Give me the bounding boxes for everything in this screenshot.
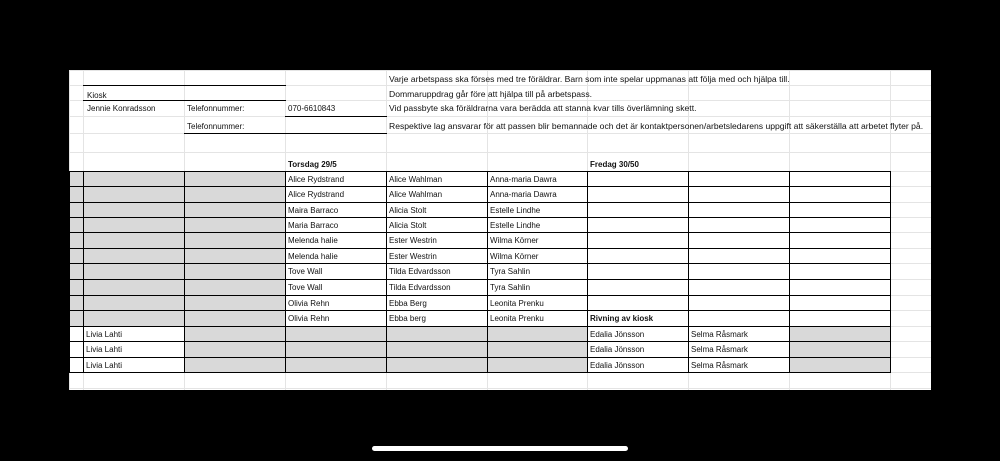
day-header-friday[interactable]: Fredag 30/50	[590, 160, 639, 169]
gridline-h	[69, 388, 931, 389]
bottom-row-3-friday-2[interactable]: Selma Råsmark	[691, 361, 748, 370]
thursday-row-7-person-3[interactable]: Tyra Sahlin	[490, 267, 531, 276]
thursday-row-1-person-3[interactable]: Anna-maria Dawra	[490, 175, 557, 184]
bottom-row-2-friday-1[interactable]: Edalia Jönsson	[590, 345, 645, 354]
bottom-row-1-friday-2[interactable]: Selma Råsmark	[691, 330, 748, 339]
thursday-row-2-person-2[interactable]: Alice Wahlman	[389, 190, 443, 199]
rivning-label[interactable]: Rivning av kiosk	[590, 314, 654, 323]
grey-cell	[789, 326, 890, 372]
border-h	[69, 295, 891, 296]
thursday-row-3-person-1[interactable]: Maira Barraco	[288, 206, 339, 215]
thursday-row-10-person-3[interactable]: Leonita Prenku	[490, 314, 544, 323]
border-h	[69, 310, 891, 311]
kiosk-label[interactable]: Kiosk	[87, 91, 107, 100]
thursday-row-6-person-1[interactable]: Melenda halie	[288, 252, 338, 261]
phone-value[interactable]: 070-6610843	[288, 104, 336, 113]
thursday-row-2-person-3[interactable]: Anna-maria Dawra	[490, 190, 557, 199]
grey-cell	[285, 326, 587, 372]
border-h	[69, 263, 891, 264]
thursday-row-3-person-3[interactable]: Estelle Lindhe	[490, 206, 541, 215]
border-h	[285, 116, 387, 117]
thursday-row-1-person-2[interactable]: Alice Wahlman	[389, 175, 443, 184]
bottom-row-1-friday-1[interactable]: Edalia Jönsson	[590, 330, 645, 339]
border-h	[69, 186, 891, 187]
bottom-row-3-friday-1[interactable]: Edalia Jönsson	[590, 361, 645, 370]
bottom-row-1-left[interactable]: Livia Lahti	[86, 330, 123, 339]
thursday-row-5-person-3[interactable]: Wilma Körner	[490, 236, 539, 245]
thursday-row-6-person-2[interactable]: Ester Westrin	[389, 252, 437, 261]
border-h	[69, 341, 891, 342]
spreadsheet	[69, 70, 931, 390]
home-indicator[interactable]	[372, 446, 628, 451]
bottom-row-3-left[interactable]: Livia Lahti	[86, 361, 123, 370]
info-line-3[interactable]: Vid passbyte ska föräldrarna vara berädda att stanna kvar tills överlämning skett.	[389, 103, 697, 113]
thursday-row-5-person-2[interactable]: Ester Westrin	[389, 236, 437, 245]
info-line-2[interactable]: Dommaruppdrag går före att hjälpa till på arbetspass.	[389, 89, 593, 99]
thursday-row-9-person-3[interactable]: Leonita Prenku	[490, 299, 544, 308]
thursday-row-6-person-3[interactable]: Wilma Körner	[490, 252, 539, 261]
thursday-row-5-person-1[interactable]: Melenda halie	[288, 236, 338, 245]
border-h	[69, 372, 891, 373]
border-h	[69, 171, 891, 172]
border-v	[69, 171, 70, 373]
border-v	[890, 171, 891, 373]
day-header-thursday[interactable]: Torsdag 29/5	[288, 160, 337, 169]
phone-label-2[interactable]: Telefonnummer:	[187, 122, 245, 131]
border-h	[69, 217, 891, 218]
thursday-row-7-person-2[interactable]: Tilda Edvardsson	[389, 267, 451, 276]
thursday-row-8-person-1[interactable]: Tove Wall	[288, 283, 323, 292]
bottom-row-2-friday-2[interactable]: Selma Råsmark	[691, 345, 748, 354]
gridline-h	[69, 70, 931, 71]
info-line-1[interactable]: Varje arbetspass ska förses med tre föräldrar. Barn som inte spelar uppmanas att följa med och hjälpa till.	[389, 74, 790, 84]
border-v	[789, 171, 790, 373]
border-h	[69, 232, 891, 233]
thursday-row-9-person-1[interactable]: Olivia Rehn	[288, 299, 330, 308]
thursday-row-1-person-1[interactable]: Alice Rydstrand	[288, 175, 345, 184]
grey-cell	[184, 326, 285, 372]
thursday-row-10-person-2[interactable]: Ebba berg	[389, 314, 426, 323]
border-v	[184, 171, 185, 373]
border-h	[83, 85, 286, 86]
thursday-row-3-person-2[interactable]: Alicia Stolt	[389, 206, 427, 215]
border-h	[69, 326, 891, 327]
border-h	[69, 202, 891, 203]
border-h	[69, 357, 891, 358]
border-h	[69, 279, 891, 280]
thursday-row-4-person-1[interactable]: Maria Barraco	[288, 221, 339, 230]
thursday-row-8-person-3[interactable]: Tyra Sahlin	[490, 283, 531, 292]
border-h	[69, 248, 891, 249]
gridline-h	[69, 152, 931, 153]
thursday-row-9-person-2[interactable]: Ebba Berg	[389, 299, 427, 308]
thursday-row-7-person-1[interactable]: Tove Wall	[288, 267, 323, 276]
info-line-4[interactable]: Respektive lag ansvarar för att passen blir bemannade och det är kontaktpersonen/arbetsledarens uppgift att säkerställa att arbetet flyter på.	[389, 121, 924, 131]
thursday-row-10-person-1[interactable]: Olivia Rehn	[288, 314, 330, 323]
contact-name[interactable]: Jennie Konradsson	[87, 104, 156, 113]
phone-label-1[interactable]: Telefonnummer:	[187, 104, 245, 113]
thursday-row-8-person-2[interactable]: Tilda Edvardsson	[389, 283, 451, 292]
thursday-row-4-person-3[interactable]: Estelle Lindhe	[490, 221, 541, 230]
bottom-row-2-left[interactable]: Livia Lahti	[86, 345, 123, 354]
thursday-row-4-person-2[interactable]: Alicia Stolt	[389, 221, 427, 230]
thursday-row-2-person-1[interactable]: Alice Rydstrand	[288, 190, 345, 199]
gridline-h	[69, 116, 931, 117]
